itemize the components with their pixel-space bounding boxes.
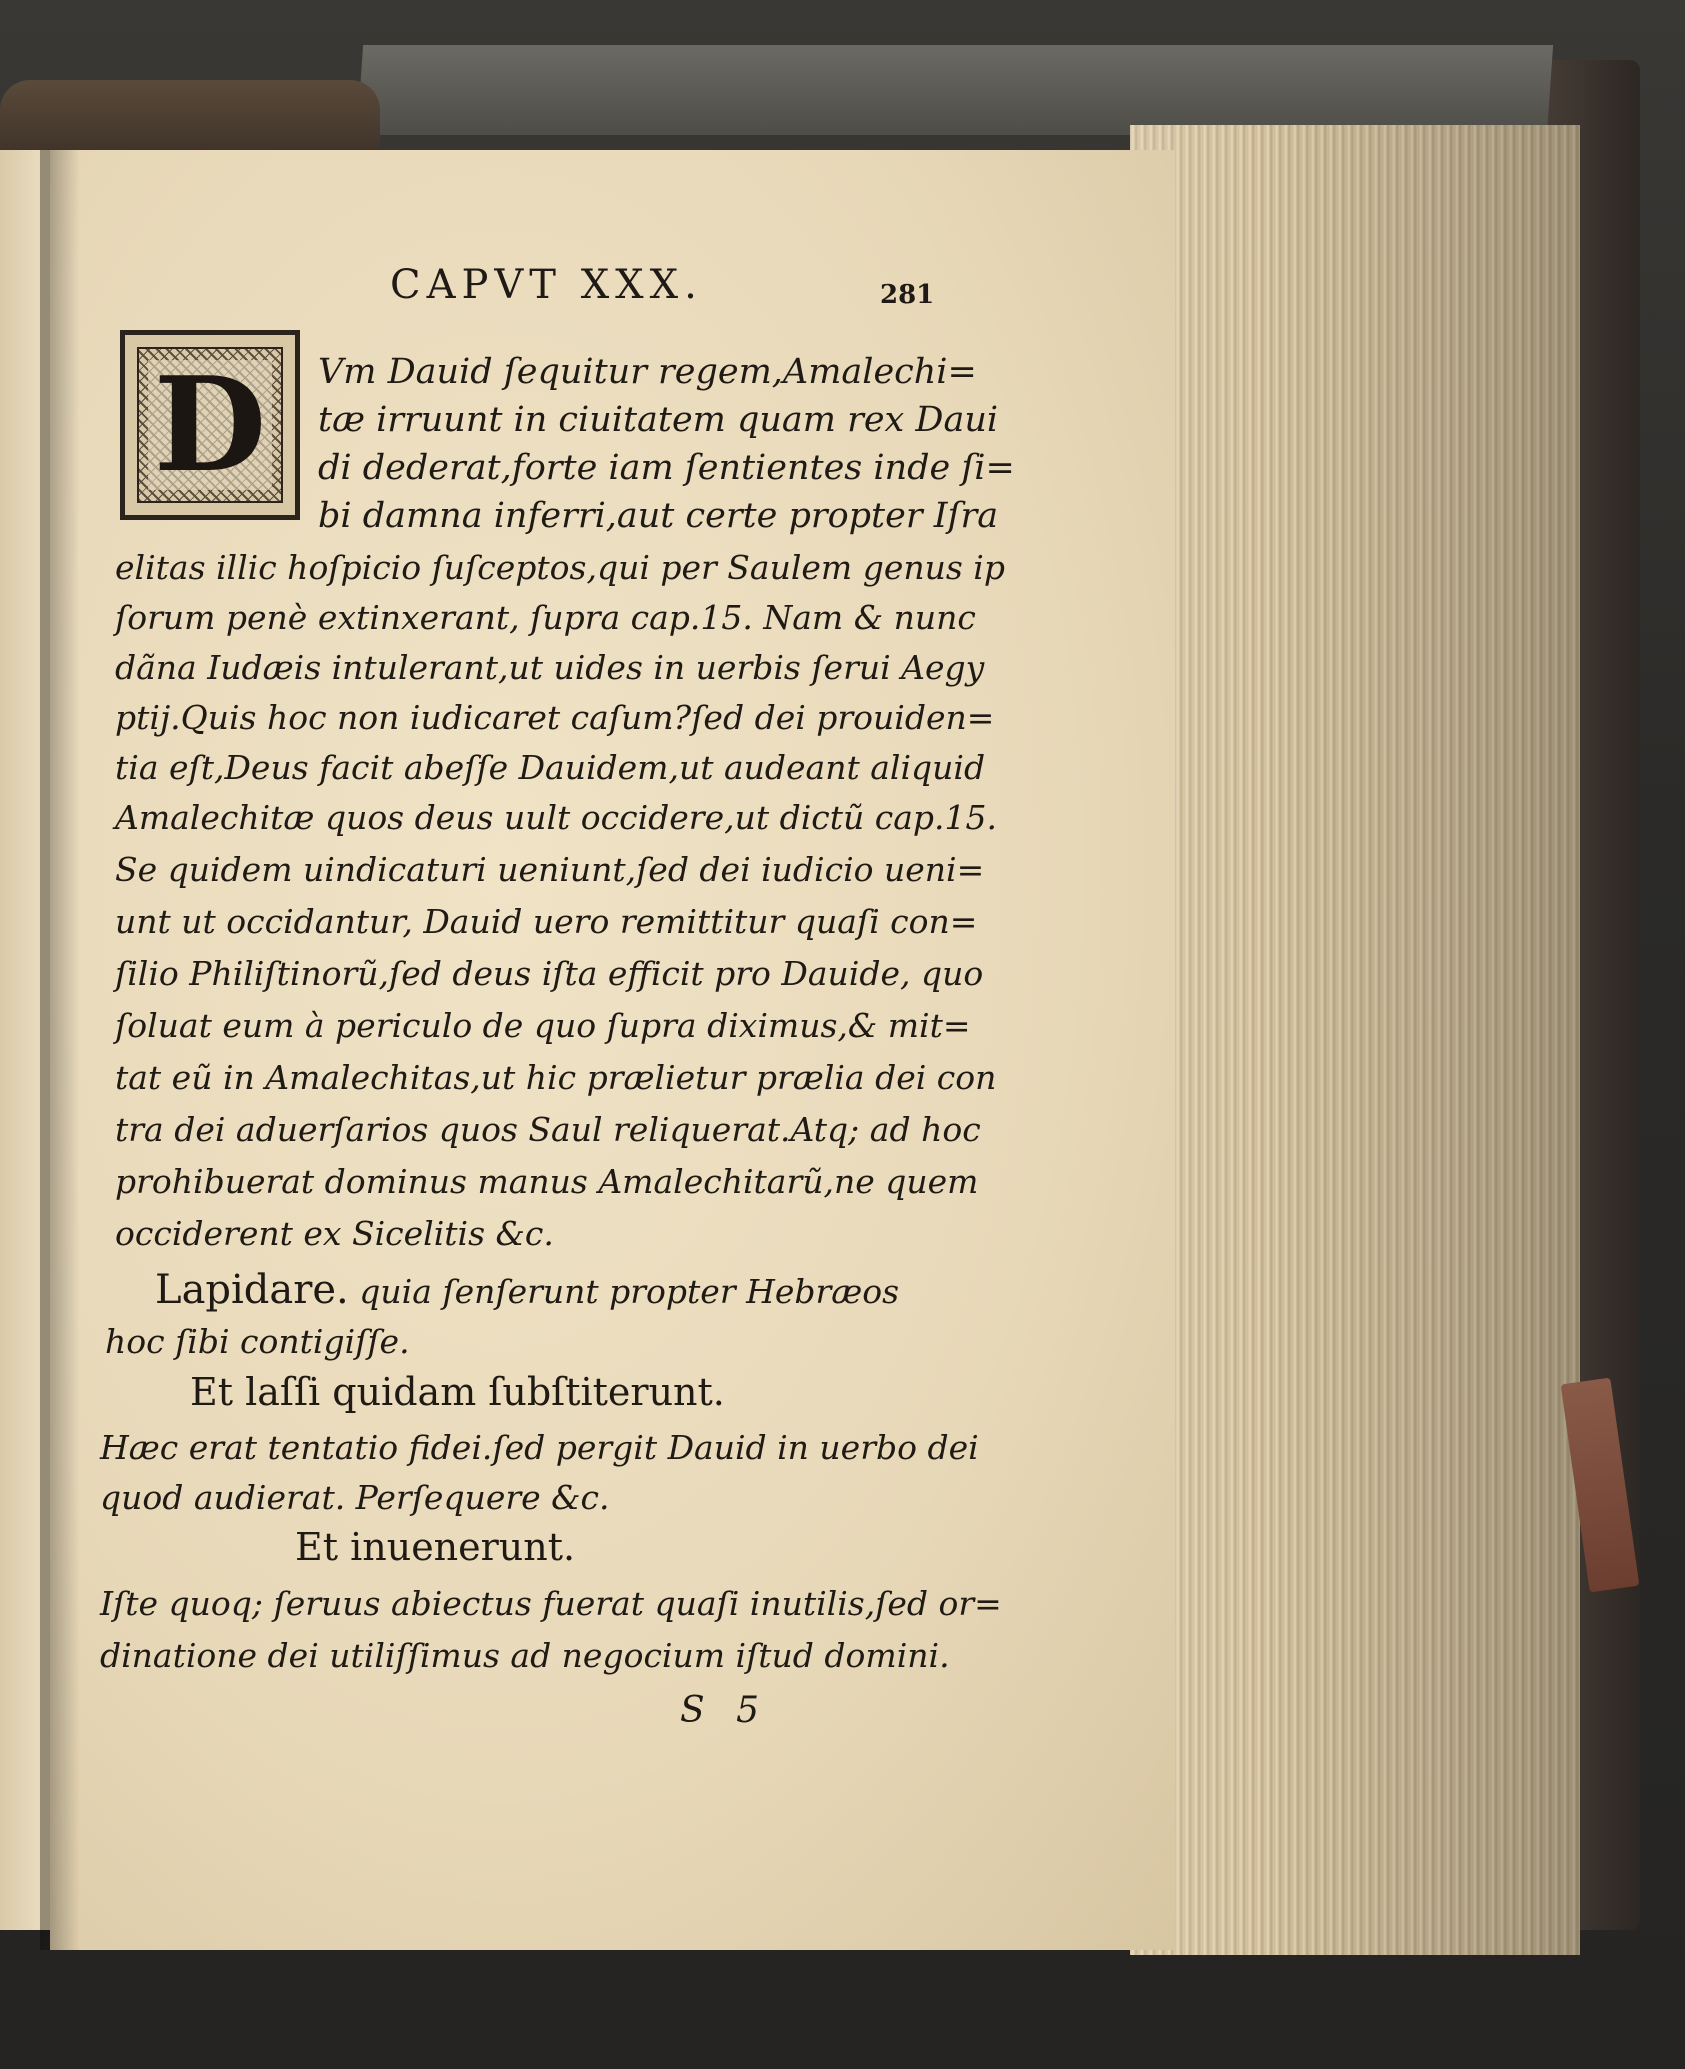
page-number: 281: [880, 280, 935, 310]
text-line: dãna Iudæis intulerant,ut uides in uerbis ſerui Aegy: [115, 648, 985, 687]
text-line: ſorum penè extinxerant, ſupra cap.15. Nam & nunc: [115, 598, 976, 637]
text-line: bi damna inferri,aut certe propter Iſra: [318, 496, 999, 536]
book-spine: [0, 80, 380, 160]
lemma-word: Lapidare.: [155, 1267, 349, 1313]
text-line: ſilio Philiſtinorũ,ſed deus iſta efficit pro Dauide, quo: [115, 954, 984, 993]
text-line: di dederat,forte iam ſentientes inde ſi=: [318, 448, 1015, 488]
running-head: CAPVT XXX.: [390, 262, 703, 308]
text-line: Se quidem uindicaturi ueniunt,ſed dei iudicio ueni=: [115, 850, 985, 889]
text-line: hoc ſibi contigiſſe.: [105, 1322, 410, 1361]
text-line: tia eſt,Deus facit abeſſe Dauidem,ut audeant aliquid: [115, 748, 986, 787]
text-line: tra dei aduerſarios quos Saul reliquerat.Atq; ad hoc: [115, 1110, 981, 1149]
text-line: dinatione dei utiliſſimus ad negocium iſtud domini.: [100, 1636, 950, 1675]
lemma-heading: Et laſſi quidam ſubſtiterunt.: [190, 1370, 725, 1414]
text-line: Iſte quoq; ſeruus abiectus fuerat quaſi inutilis,ſed or=: [100, 1584, 1002, 1623]
initial-ornament: [137, 347, 283, 503]
text-line: quod audierat. Perſequere &c.: [100, 1478, 610, 1517]
signature-mark: S 5: [680, 1690, 770, 1731]
text-line: unt ut occidantur, Dauid uero remittitur quaſi con=: [115, 902, 978, 941]
text-line: prohibuerat dominus manus Amalechitarũ,ne quem: [115, 1162, 979, 1201]
lemma-heading: Et inuenerunt.: [295, 1525, 576, 1569]
book-top-edge: [357, 45, 1553, 135]
text-line: tæ irruunt in ciuitatem quam rex Daui: [318, 400, 999, 440]
decorated-initial: [120, 330, 300, 520]
text-line: ptij.Quis hoc non iudicaret caſum?ſed dei prouiden=: [115, 698, 995, 737]
text-line: tat eũ in Amalechitas,ut hic prælietur prælia dei con: [115, 1058, 997, 1097]
page-edges-shade: [1130, 125, 1580, 1955]
text-line-with-lemma: [155, 1267, 900, 1313]
text-line: elitas illic hoſpicio ſuſceptos,qui per Saulem genus ip: [115, 548, 1005, 587]
initial-letter: D: [148, 360, 273, 490]
text-line: occiderent ex Sicelitis &c.: [115, 1214, 554, 1253]
lemma-gloss: quia ſenſerunt propter Hebræos: [348, 1272, 900, 1311]
text-line: Amalechitæ quos deus uult occidere,ut dictũ cap.15.: [115, 798, 998, 837]
text-line: Hæc erat tentatio fidei.ſed pergit Dauid in uerbo dei: [100, 1428, 979, 1467]
gutter-shadow: [40, 150, 80, 1950]
text-line: Vm Dauid ſequitur regem,Amalechi=: [318, 352, 977, 392]
text-line: ſoluat eum à periculo de quo ſupra diximus,& mit=: [115, 1006, 971, 1045]
